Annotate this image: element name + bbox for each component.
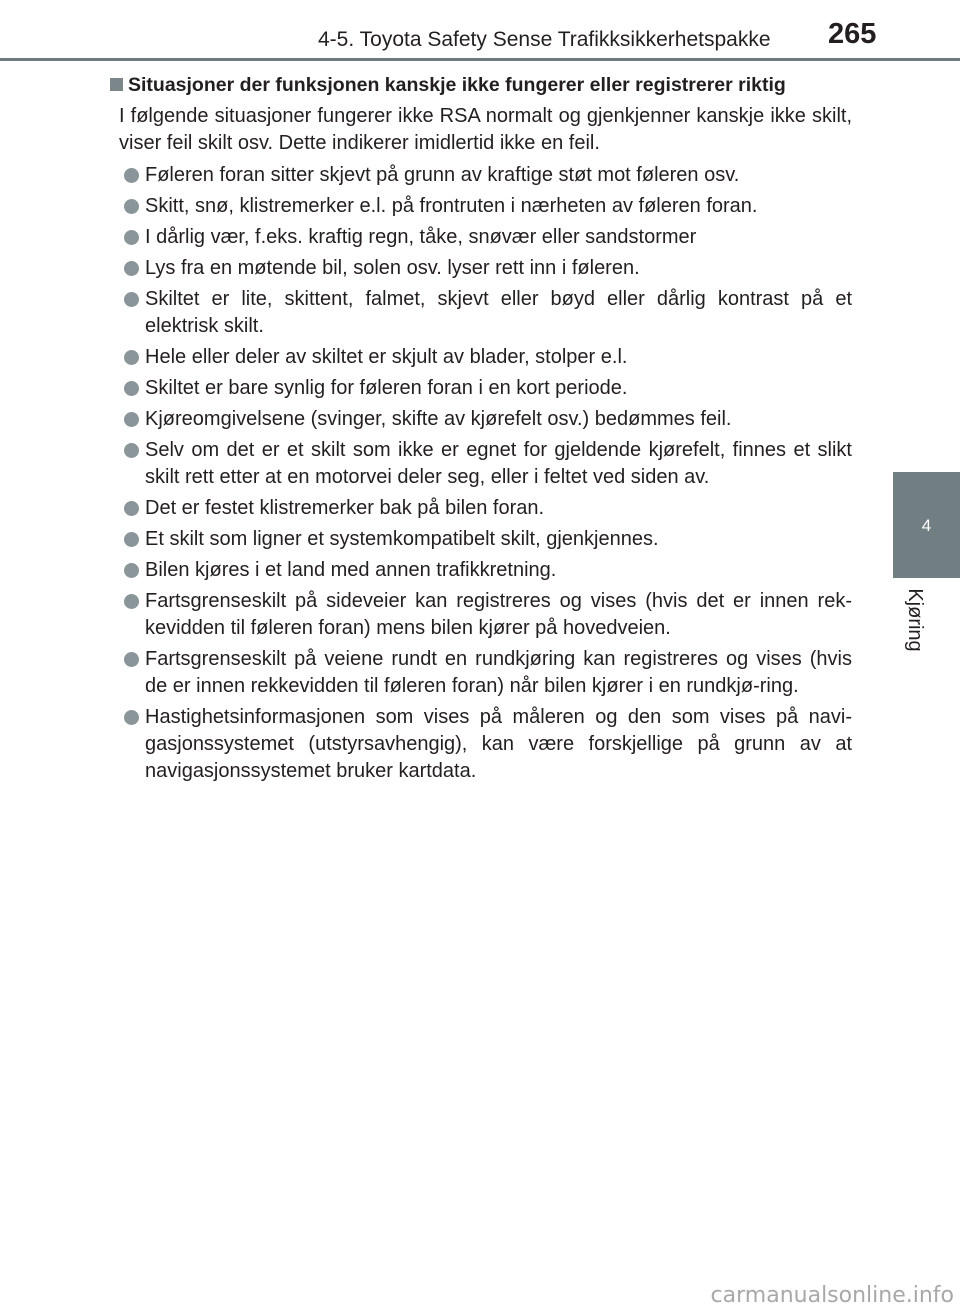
- bullet-icon: [124, 563, 139, 578]
- list-item: [110, 286, 852, 340]
- bullet-icon: [124, 532, 139, 547]
- watermark: carmanualsonline.info: [710, 1283, 954, 1308]
- bullet-list: [110, 162, 852, 785]
- bullet-icon: [124, 230, 139, 245]
- bullet-icon: [124, 381, 139, 396]
- list-item-text: Skitt, snø, klistremerker e.l. på frontruten i nærheten av føleren foran.: [145, 195, 758, 217]
- chapter-tab: [893, 472, 960, 578]
- list-item-text: Skiltet er lite, skittent, falmet, skjevt eller bøyd eller dårlig kontrast på et elektrisk skilt.: [145, 288, 852, 337]
- list-item-text: Kjøreomgivelsene (svinger, skifte av kjørefelt osv.) bedømmes feil.: [145, 408, 732, 430]
- list-item-text: Hastighetsinformasjonen som vises på måleren og den som vises på navi-gasjonssystemet (utstyrsavhengig), kan være forskjellige på grunn av at navigasjonssystemet bruker kartdata.: [145, 706, 852, 782]
- list-item: [110, 495, 852, 522]
- list-item-text: Lys fra en møtende bil, solen osv. lyser rett inn i føleren.: [145, 257, 640, 279]
- list-item: [110, 557, 852, 584]
- chapter-number: 4: [921, 516, 932, 535]
- list-item: [110, 193, 852, 220]
- list-item: [110, 224, 852, 251]
- list-item-text: Fartsgrenseskilt på veiene rundt en rundkjøring kan registreres og vises (hvis de er innen rekkevidden til føleren foran) når bilen kjører i en rundkjø-ring.: [145, 648, 852, 697]
- list-item: [110, 406, 852, 433]
- list-item-text: Skiltet er bare synlig for føleren foran i en kort periode.: [145, 377, 628, 399]
- list-item-text: I dårlig vær, f.eks. kraftig regn, tåke, snøvær eller sandstormer: [145, 226, 697, 248]
- chapter-label: Kjøring: [904, 588, 926, 652]
- list-item-text: Det er festet klistremerker bak på bilen foran.: [145, 497, 545, 519]
- list-item: [110, 375, 852, 402]
- bullet-icon: [124, 350, 139, 365]
- section-heading-text: Situasjoner der funksjonen kanskje ikke fungerer eller registrerer riktig: [128, 74, 786, 96]
- bullet-icon: [124, 412, 139, 427]
- bullet-icon: [124, 710, 139, 725]
- list-item-text: Selv om det er et skilt som ikke er egnet for gjeldende kjørefelt, finnes et slikt skilt rett etter at en motorvei deler seg, eller i feltet ved siden av.: [145, 439, 852, 488]
- bullet-icon: [124, 292, 139, 307]
- page-header: [0, 0, 960, 60]
- list-item: [110, 162, 852, 189]
- list-item-text: Hele eller deler av skiltet er skjult av blader, stolper e.l.: [145, 346, 628, 368]
- list-item: [110, 526, 852, 553]
- bullet-icon: [124, 261, 139, 276]
- main-content: [110, 72, 852, 789]
- bullet-icon: [124, 199, 139, 214]
- list-item: [110, 255, 852, 282]
- list-item: [110, 437, 852, 491]
- list-item: [110, 704, 852, 785]
- list-item: [110, 588, 852, 642]
- list-item-text: Et skilt som ligner et systemkompatibelt skilt, gjenkjennes.: [145, 528, 659, 550]
- list-item: [110, 344, 852, 371]
- list-item-text: Bilen kjøres i et land med annen trafikkretning.: [145, 559, 557, 581]
- bullet-icon: [124, 168, 139, 183]
- bullet-icon: [124, 594, 139, 609]
- square-marker-icon: [110, 78, 123, 91]
- list-item-text: Føleren foran sitter skjevt på grunn av kraftige støt mot føleren osv.: [145, 164, 740, 186]
- list-item-text: Fartsgrenseskilt på sideveier kan registreres og vises (hvis det er innen rek-kevidden til føleren foran) mens bilen kjører på hovedveien.: [145, 590, 852, 639]
- bullet-icon: [124, 501, 139, 516]
- section-title: 4-5. Toyota Safety Sense Trafikksikkerhetspakke: [318, 28, 771, 51]
- intro-paragraph: I følgende situasjoner fungerer ikke RSA normalt og gjenkjenner kanskje ikke skilt, viser feil skilt osv. Dette indikerer imidlertid ikke en feil.: [119, 105, 852, 154]
- section-heading: [110, 72, 852, 99]
- header-divider: [0, 58, 960, 61]
- bullet-icon: [124, 443, 139, 458]
- list-item: [110, 646, 852, 700]
- bullet-icon: [124, 652, 139, 667]
- page-number: 265: [828, 18, 877, 50]
